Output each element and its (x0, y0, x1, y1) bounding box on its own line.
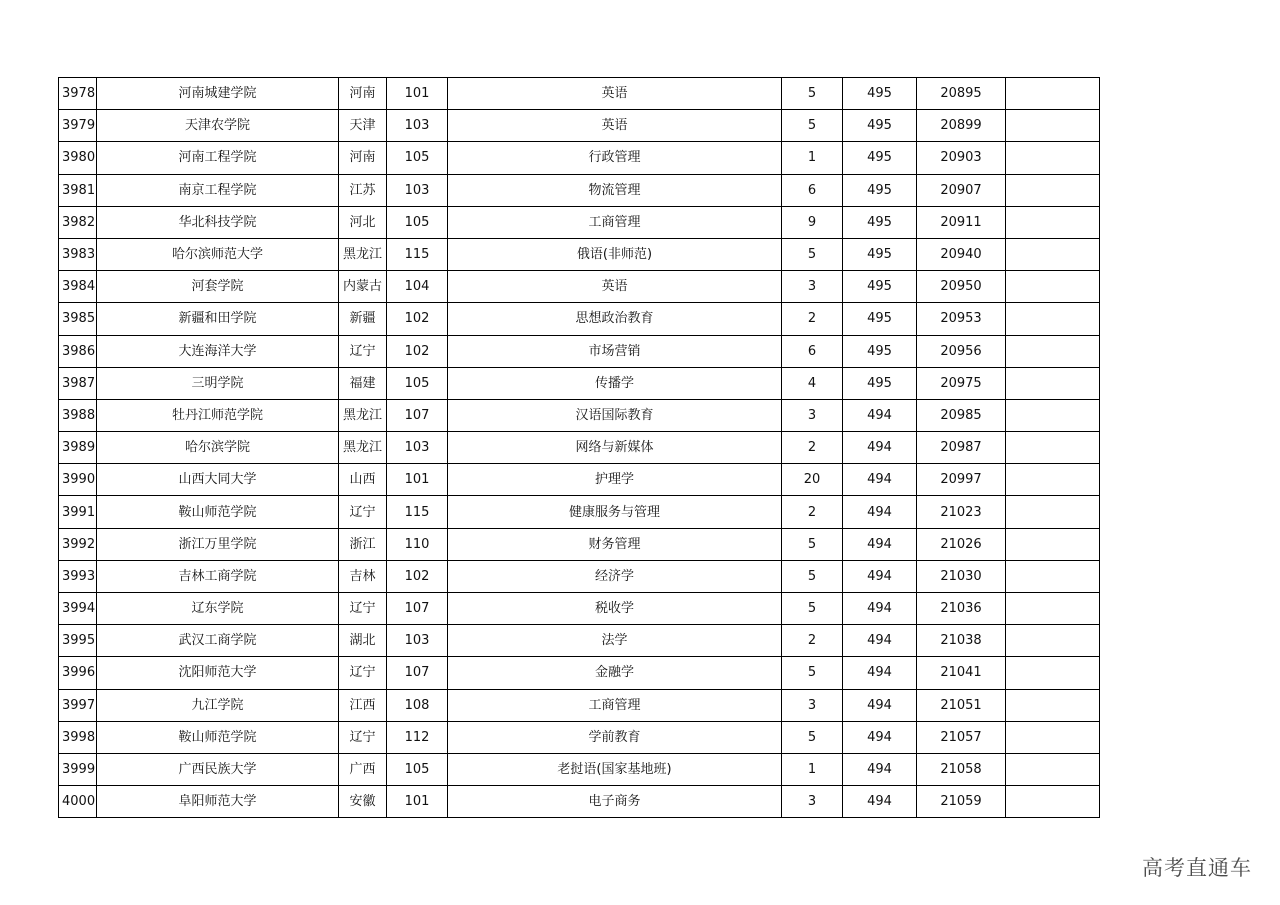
cell-plan: 6 (782, 174, 843, 206)
cell-school: 河南工程学院 (97, 142, 339, 174)
cell-position: 20899 (917, 110, 1006, 142)
cell-province: 河北 (339, 206, 387, 238)
cell-major: 工商管理 (448, 689, 782, 721)
cell-code: 102 (387, 335, 448, 367)
cell-score: 494 (843, 689, 917, 721)
cell-plan: 2 (782, 432, 843, 464)
cell-note (1006, 464, 1100, 496)
cell-school: 华北科技学院 (97, 206, 339, 238)
cell-province: 福建 (339, 367, 387, 399)
cell-code: 105 (387, 753, 448, 785)
cell-rank: 3990 (59, 464, 97, 496)
cell-school: 河套学院 (97, 271, 339, 303)
cell-position: 20911 (917, 206, 1006, 238)
cell-position: 21057 (917, 721, 1006, 753)
cell-plan: 4 (782, 367, 843, 399)
cell-rank: 4000 (59, 786, 97, 818)
cell-plan: 9 (782, 206, 843, 238)
cell-plan: 3 (782, 786, 843, 818)
cell-province: 辽宁 (339, 335, 387, 367)
cell-note (1006, 528, 1100, 560)
cell-major: 工商管理 (448, 206, 782, 238)
table-row (59, 271, 1100, 303)
cell-code: 101 (387, 464, 448, 496)
cell-code: 110 (387, 528, 448, 560)
cell-position: 20950 (917, 271, 1006, 303)
cell-major: 英语 (448, 271, 782, 303)
cell-position: 20907 (917, 174, 1006, 206)
cell-score: 494 (843, 496, 917, 528)
cell-plan: 5 (782, 78, 843, 110)
cell-rank: 3997 (59, 689, 97, 721)
cell-major: 俄语(非师范) (448, 238, 782, 270)
cell-note (1006, 335, 1100, 367)
table-row (59, 689, 1100, 721)
cell-code: 103 (387, 432, 448, 464)
cell-rank: 3995 (59, 625, 97, 657)
cell-province: 辽宁 (339, 593, 387, 625)
table-row (59, 399, 1100, 431)
cell-score: 495 (843, 110, 917, 142)
cell-province: 吉林 (339, 560, 387, 592)
cell-note (1006, 721, 1100, 753)
cell-note (1006, 657, 1100, 689)
table-row (59, 238, 1100, 270)
cell-major: 护理学 (448, 464, 782, 496)
cell-position: 20903 (917, 142, 1006, 174)
cell-code: 105 (387, 206, 448, 238)
cell-school: 鞍山师范学院 (97, 496, 339, 528)
cell-major: 税收学 (448, 593, 782, 625)
cell-rank: 3979 (59, 110, 97, 142)
cell-province: 山西 (339, 464, 387, 496)
cell-province: 辽宁 (339, 496, 387, 528)
cell-score: 494 (843, 593, 917, 625)
cell-note (1006, 238, 1100, 270)
cell-code: 112 (387, 721, 448, 753)
cell-plan: 3 (782, 271, 843, 303)
cell-province: 广西 (339, 753, 387, 785)
table-row (59, 206, 1100, 238)
cell-province: 安徽 (339, 786, 387, 818)
cell-position: 21030 (917, 560, 1006, 592)
cell-position: 20985 (917, 399, 1006, 431)
cell-code: 108 (387, 689, 448, 721)
cell-rank: 3999 (59, 753, 97, 785)
cell-major: 行政管理 (448, 142, 782, 174)
cell-rank: 3994 (59, 593, 97, 625)
cell-major: 网络与新媒体 (448, 432, 782, 464)
cell-code: 103 (387, 110, 448, 142)
cell-score: 494 (843, 721, 917, 753)
cell-province: 新疆 (339, 303, 387, 335)
cell-school: 辽东学院 (97, 593, 339, 625)
cell-note (1006, 689, 1100, 721)
cell-score: 494 (843, 399, 917, 431)
cell-province: 河南 (339, 142, 387, 174)
cell-code: 102 (387, 560, 448, 592)
cell-note (1006, 367, 1100, 399)
cell-plan: 3 (782, 689, 843, 721)
cell-school: 三明学院 (97, 367, 339, 399)
cell-province: 天津 (339, 110, 387, 142)
cell-note (1006, 142, 1100, 174)
cell-province: 湖北 (339, 625, 387, 657)
cell-school: 九江学院 (97, 689, 339, 721)
cell-note (1006, 593, 1100, 625)
cell-school: 牡丹江师范学院 (97, 399, 339, 431)
table-row (59, 786, 1100, 818)
cell-code: 103 (387, 625, 448, 657)
table-row (59, 625, 1100, 657)
cell-rank: 3985 (59, 303, 97, 335)
cell-school: 大连海洋大学 (97, 335, 339, 367)
cell-rank: 3992 (59, 528, 97, 560)
cell-school: 天津农学院 (97, 110, 339, 142)
table-row (59, 721, 1100, 753)
cell-rank: 3998 (59, 721, 97, 753)
cell-code: 101 (387, 78, 448, 110)
cell-note (1006, 399, 1100, 431)
cell-major: 健康服务与管理 (448, 496, 782, 528)
cell-school: 沈阳师范大学 (97, 657, 339, 689)
cell-note (1006, 174, 1100, 206)
cell-rank: 3986 (59, 335, 97, 367)
cell-code: 104 (387, 271, 448, 303)
cell-code: 107 (387, 657, 448, 689)
cell-school: 南京工程学院 (97, 174, 339, 206)
cell-code: 107 (387, 399, 448, 431)
cell-score: 495 (843, 206, 917, 238)
cell-note (1006, 271, 1100, 303)
cell-major: 汉语国际教育 (448, 399, 782, 431)
cell-score: 494 (843, 786, 917, 818)
table-row (59, 78, 1100, 110)
cell-note (1006, 303, 1100, 335)
cell-plan: 5 (782, 238, 843, 270)
cell-note (1006, 786, 1100, 818)
cell-school: 鞍山师范学院 (97, 721, 339, 753)
cell-note (1006, 753, 1100, 785)
cell-score: 495 (843, 303, 917, 335)
cell-major: 电子商务 (448, 786, 782, 818)
cell-code: 115 (387, 238, 448, 270)
cell-school: 吉林工商学院 (97, 560, 339, 592)
table-row (59, 753, 1100, 785)
cell-note (1006, 560, 1100, 592)
cell-position: 20997 (917, 464, 1006, 496)
cell-position: 20940 (917, 238, 1006, 270)
cell-plan: 5 (782, 560, 843, 592)
cell-major: 经济学 (448, 560, 782, 592)
cell-province: 河南 (339, 78, 387, 110)
cell-school: 河南城建学院 (97, 78, 339, 110)
cell-plan: 5 (782, 528, 843, 560)
table-row (59, 496, 1100, 528)
table-row (59, 335, 1100, 367)
cell-position: 20987 (917, 432, 1006, 464)
cell-position: 21038 (917, 625, 1006, 657)
cell-major: 传播学 (448, 367, 782, 399)
watermark-text: 高考直通车 (1142, 856, 1252, 880)
cell-code: 101 (387, 786, 448, 818)
cell-province: 内蒙古 (339, 271, 387, 303)
cell-plan: 6 (782, 335, 843, 367)
cell-rank: 3982 (59, 206, 97, 238)
cell-school: 哈尔滨学院 (97, 432, 339, 464)
cell-rank: 3981 (59, 174, 97, 206)
cell-code: 115 (387, 496, 448, 528)
cell-note (1006, 206, 1100, 238)
cell-plan: 2 (782, 625, 843, 657)
admission-table (58, 77, 1100, 818)
cell-major: 财务管理 (448, 528, 782, 560)
cell-plan: 2 (782, 496, 843, 528)
cell-score: 495 (843, 335, 917, 367)
cell-plan: 5 (782, 110, 843, 142)
cell-plan: 3 (782, 399, 843, 431)
cell-plan: 1 (782, 753, 843, 785)
cell-plan: 2 (782, 303, 843, 335)
cell-plan: 5 (782, 657, 843, 689)
table-row (59, 174, 1100, 206)
cell-rank: 3996 (59, 657, 97, 689)
cell-major: 老挝语(国家基地班) (448, 753, 782, 785)
cell-position: 21041 (917, 657, 1006, 689)
cell-position: 20953 (917, 303, 1006, 335)
cell-major: 法学 (448, 625, 782, 657)
cell-score: 494 (843, 560, 917, 592)
table-row (59, 303, 1100, 335)
cell-major: 学前教育 (448, 721, 782, 753)
cell-position: 21036 (917, 593, 1006, 625)
table-row (59, 560, 1100, 592)
cell-rank: 3984 (59, 271, 97, 303)
cell-score: 494 (843, 753, 917, 785)
cell-plan: 20 (782, 464, 843, 496)
cell-province: 浙江 (339, 528, 387, 560)
cell-province: 辽宁 (339, 721, 387, 753)
cell-plan: 1 (782, 142, 843, 174)
cell-plan: 5 (782, 593, 843, 625)
cell-code: 105 (387, 142, 448, 174)
cell-score: 495 (843, 174, 917, 206)
cell-score: 495 (843, 142, 917, 174)
cell-province: 黑龙江 (339, 432, 387, 464)
cell-score: 494 (843, 625, 917, 657)
table-row (59, 593, 1100, 625)
cell-position: 21023 (917, 496, 1006, 528)
cell-position: 21058 (917, 753, 1006, 785)
cell-position: 20895 (917, 78, 1006, 110)
cell-score: 495 (843, 78, 917, 110)
cell-school: 哈尔滨师范大学 (97, 238, 339, 270)
cell-position: 20975 (917, 367, 1006, 399)
cell-note (1006, 625, 1100, 657)
cell-code: 103 (387, 174, 448, 206)
table-row (59, 657, 1100, 689)
table-row (59, 110, 1100, 142)
cell-score: 495 (843, 271, 917, 303)
cell-major: 英语 (448, 110, 782, 142)
cell-school: 阜阳师范大学 (97, 786, 339, 818)
cell-rank: 3980 (59, 142, 97, 174)
cell-plan: 5 (782, 721, 843, 753)
cell-rank: 3991 (59, 496, 97, 528)
cell-major: 物流管理 (448, 174, 782, 206)
cell-rank: 3978 (59, 78, 97, 110)
cell-score: 494 (843, 528, 917, 560)
cell-note (1006, 110, 1100, 142)
cell-school: 广西民族大学 (97, 753, 339, 785)
cell-note (1006, 78, 1100, 110)
cell-rank: 3987 (59, 367, 97, 399)
cell-position: 21026 (917, 528, 1006, 560)
cell-province: 江西 (339, 689, 387, 721)
cell-position: 21059 (917, 786, 1006, 818)
cell-major: 英语 (448, 78, 782, 110)
cell-note (1006, 432, 1100, 464)
cell-province: 黑龙江 (339, 238, 387, 270)
cell-score: 495 (843, 367, 917, 399)
cell-score: 494 (843, 432, 917, 464)
cell-rank: 3983 (59, 238, 97, 270)
table-row (59, 367, 1100, 399)
cell-rank: 3988 (59, 399, 97, 431)
cell-score: 494 (843, 464, 917, 496)
cell-code: 105 (387, 367, 448, 399)
cell-school: 武汉工商学院 (97, 625, 339, 657)
table-row (59, 464, 1100, 496)
cell-school: 浙江万里学院 (97, 528, 339, 560)
cell-score: 494 (843, 657, 917, 689)
cell-code: 102 (387, 303, 448, 335)
table-row (59, 432, 1100, 464)
cell-code: 107 (387, 593, 448, 625)
cell-school: 山西大同大学 (97, 464, 339, 496)
cell-position: 20956 (917, 335, 1006, 367)
cell-score: 495 (843, 238, 917, 270)
table-row (59, 528, 1100, 560)
cell-province: 辽宁 (339, 657, 387, 689)
cell-province: 江苏 (339, 174, 387, 206)
cell-rank: 3993 (59, 560, 97, 592)
table-row (59, 142, 1100, 174)
cell-school: 新疆和田学院 (97, 303, 339, 335)
cell-rank: 3989 (59, 432, 97, 464)
table-body (59, 78, 1100, 818)
cell-major: 金融学 (448, 657, 782, 689)
cell-province: 黑龙江 (339, 399, 387, 431)
cell-major: 思想政治教育 (448, 303, 782, 335)
cell-major: 市场营销 (448, 335, 782, 367)
cell-position: 21051 (917, 689, 1006, 721)
cell-note (1006, 496, 1100, 528)
